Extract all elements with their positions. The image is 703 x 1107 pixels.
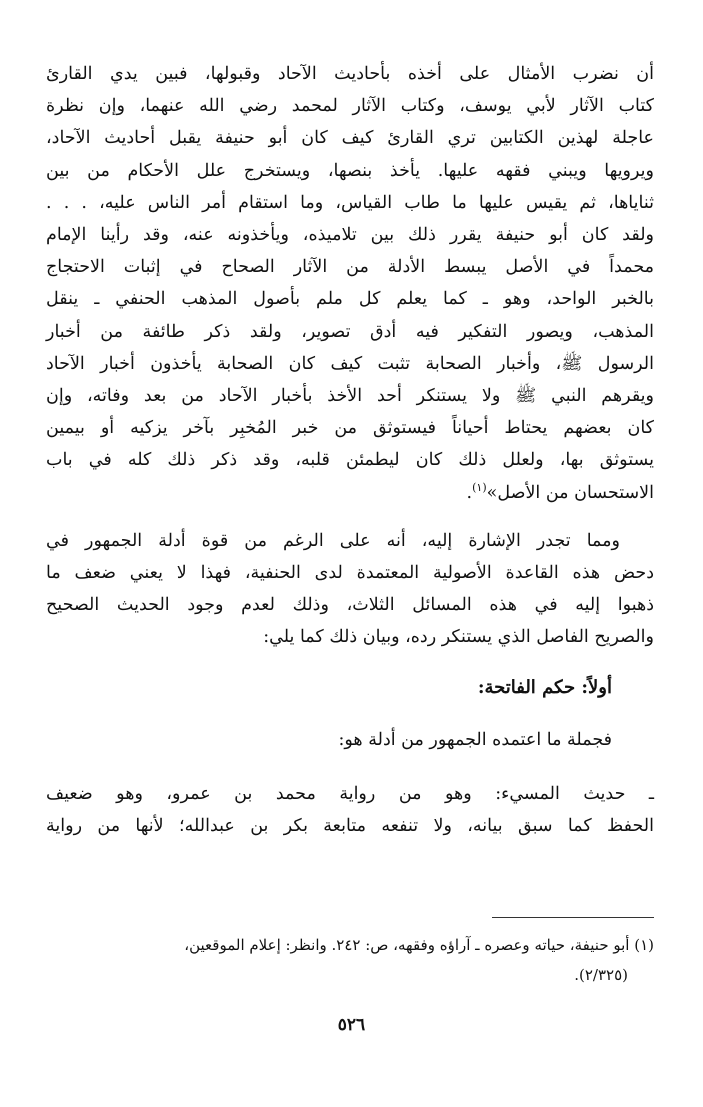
text-line: ثناياها، ثم يقيس عليها ما طاب القياس، وما استقام أمر الناس عليه، . . . xyxy=(46,192,654,213)
text-line: ـ حديث المسيء: وهو من رواية محمد بن عمرو، وهو ضعيف xyxy=(46,783,654,804)
text-line: ولقد كان أبو حنيفة يقرر ذلك بين تلاميذه، ويأخذونه عنه، وقد رأينا الإمام xyxy=(46,225,654,246)
text-line: عاجلة لهذين الكتابين تري القارئ كيف كان أبو حنيفة يقبل أحاديث الآحاد، xyxy=(46,128,654,149)
footnote xyxy=(46,930,654,990)
text-line: كان بعضهم يحتاط أحياناً فيستوثق من خبر المُخبِر بآخر يزكيه أو بيمين xyxy=(46,418,654,439)
text-line: يستوثق بها، ولعلل ذلك كان ليطمئن قلبه، وقد ذكر ذلك كله في باب xyxy=(46,450,654,471)
footnote-reference[interactable]: (١) xyxy=(472,480,487,494)
footnote-separator xyxy=(492,917,654,918)
text-line: محمداً في الأصل يبسط الأدلة من الآثار الصحاح في إثبات الاحتجاج xyxy=(46,257,654,278)
text-line: ومما تجدر الإشارة إليه، أنه على الرغم من قوة أدلة الجمهور في xyxy=(46,530,620,551)
text-line: بالخبر الواحد، وهو ـ كما يعلم كل ملم بأصول المذهب الحنفي ـ ينقل xyxy=(46,289,654,310)
page-body xyxy=(46,58,654,842)
text-line-last: والصريح الفاصل الذي يستنكر رده، وبيان ذلك كما يلي: xyxy=(263,627,654,648)
text-line: كتاب الآثار لأبي يوسف، وكتاب الآثار لمحمد رضي الله عنهما، وإن نظرة xyxy=(46,96,654,117)
text-line: ويرويها ويبني فقهه عليها. يأخذ بنصها، ويستخرج علل الأحكام من بين xyxy=(46,160,654,181)
text-line: دحض هذه القاعدة الأصولية المعتمدة لدى الحنفية، فهذا لا يعني ضعف ما xyxy=(46,563,654,584)
text-line: الرسول ﷺ، وأخبار الصحابة تثبت كيف كان الصحابة يأخذون أخبار الآحاد xyxy=(46,353,654,374)
paragraph xyxy=(46,778,654,842)
text-line: أن نضرب الأمثال على أخذه بأحاديث الآحاد وقبولها، فبين يدي القارئ xyxy=(46,64,654,84)
period: . xyxy=(466,482,473,503)
paragraph xyxy=(46,525,654,557)
page-number: ٥٢٦ xyxy=(337,1015,366,1035)
text-line: ذهبوا إليه في هذه المسائل الثلاث، وذلك لعدم وجود الحديث الصحيح xyxy=(46,595,654,616)
paragraph-continuation xyxy=(46,557,654,654)
text-fragment: الاستحسان من الأصل» xyxy=(486,482,654,503)
footnote-line: (١) أبو حنيفة، حياته وعصره ـ آراؤه وفقهه، ص: ٢٤٢. وانظر: إعلام الموقعين، xyxy=(184,936,654,954)
quotation-paragraph xyxy=(46,58,654,509)
footnote-line: (٢/٣٢٥). xyxy=(574,966,628,984)
text-line: المذهب، ويصور التفكير فيه أدق تصوير، ولقد ذكر طائفة من أخبار xyxy=(46,321,654,342)
text-line: ويقرهم النبي ﷺ ولا يستنكر أحد الأخذ بأخبار الآحاد من بعد وفاته، وإن xyxy=(46,386,654,407)
text-line-last xyxy=(46,477,654,509)
section-heading: أولاً: حكم الفاتحة: xyxy=(477,676,612,698)
text-line: الحفظ كما سبق بيانه، ولا تنفعه متابعة بكر بن عبدالله؛ لأنها من رواية xyxy=(46,816,654,837)
text-line: فجملة ما اعتمده الجمهور من أدلة هو: xyxy=(338,729,612,750)
paragraph xyxy=(46,724,654,756)
